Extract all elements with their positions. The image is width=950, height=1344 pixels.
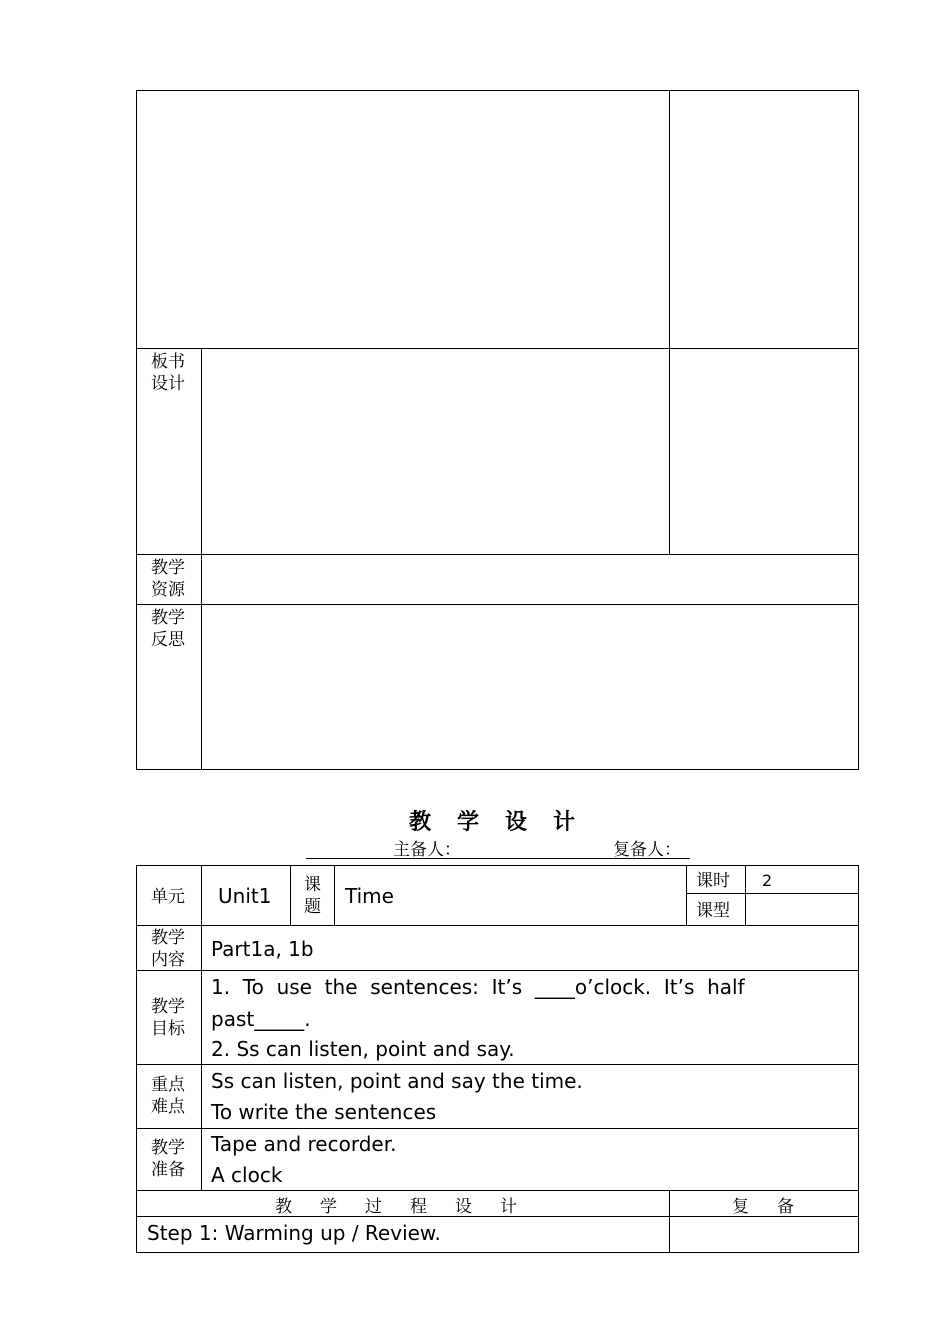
table-border-top	[136, 865, 859, 866]
step-1: Step 1: Warming up / Review.	[147, 1221, 441, 1245]
table-border-left	[136, 865, 137, 1253]
key-point-line-2: To write the sentences	[211, 1100, 437, 1124]
table-rule	[669, 90, 670, 555]
period-value: 2	[762, 871, 773, 890]
table-rule	[201, 865, 202, 1191]
objective-line-1: 1. To use the sentences: It’s ____o’clock. It’s half	[211, 975, 745, 999]
preparation-line-1: Tape and recorder.	[211, 1132, 397, 1156]
period-label: 课时	[696, 871, 730, 891]
table-border-right	[858, 865, 859, 1253]
table-border-bottom	[136, 1252, 859, 1253]
teaching-reflection-label: 教学 反思	[151, 608, 185, 650]
lesson-type-label: 课型	[696, 901, 730, 921]
table-border-left	[136, 90, 137, 770]
unit-value: Unit1	[218, 884, 272, 908]
table-rule	[136, 970, 859, 971]
review-header: 复备	[732, 1197, 822, 1217]
table-rule	[136, 1064, 859, 1065]
teaching-preparation-label: 教学 准备	[151, 1138, 185, 1180]
table-rule	[136, 604, 859, 605]
table-rule	[136, 348, 859, 349]
table-rule	[686, 865, 687, 926]
topic-label: 课 题	[304, 875, 321, 917]
key-point-line-1: Ss can listen, point and say the time.	[211, 1069, 583, 1093]
objective-line-3: 2. Ss can listen, point and say.	[211, 1037, 515, 1061]
table-border-top	[136, 90, 859, 91]
table-rule	[136, 554, 859, 555]
table-rule	[136, 925, 859, 926]
teaching-content-value: Part1a, 1b	[211, 937, 314, 961]
teaching-objectives-label: 教学 目标	[151, 997, 185, 1039]
key-difficult-points-label: 重点 难点	[151, 1075, 185, 1117]
board-design-label: 板书 设计	[151, 352, 185, 394]
table-border-bottom	[136, 769, 859, 770]
preparer-label: 主备人：	[393, 840, 461, 860]
preparation-line-2: A clock	[211, 1163, 283, 1187]
table-rule	[745, 865, 746, 926]
table-rule	[334, 865, 335, 926]
table-rule	[201, 348, 202, 770]
table-rule	[290, 865, 291, 926]
table-rule	[136, 1190, 859, 1191]
table-rule	[686, 893, 859, 894]
teaching-content-label: 教学 内容	[151, 928, 185, 970]
reviewer-label: 复备人：	[613, 840, 681, 860]
table-border-right	[858, 90, 859, 770]
table-rule	[669, 1190, 670, 1253]
page-title: 教学设计	[409, 810, 602, 835]
teaching-resource-label: 教学 资源	[151, 558, 185, 600]
objective-line-2: past_____.	[211, 1007, 311, 1031]
process-design-header: 教学过程设计	[275, 1197, 545, 1217]
unit-label: 单元	[151, 887, 185, 907]
topic-value: Time	[345, 884, 394, 908]
